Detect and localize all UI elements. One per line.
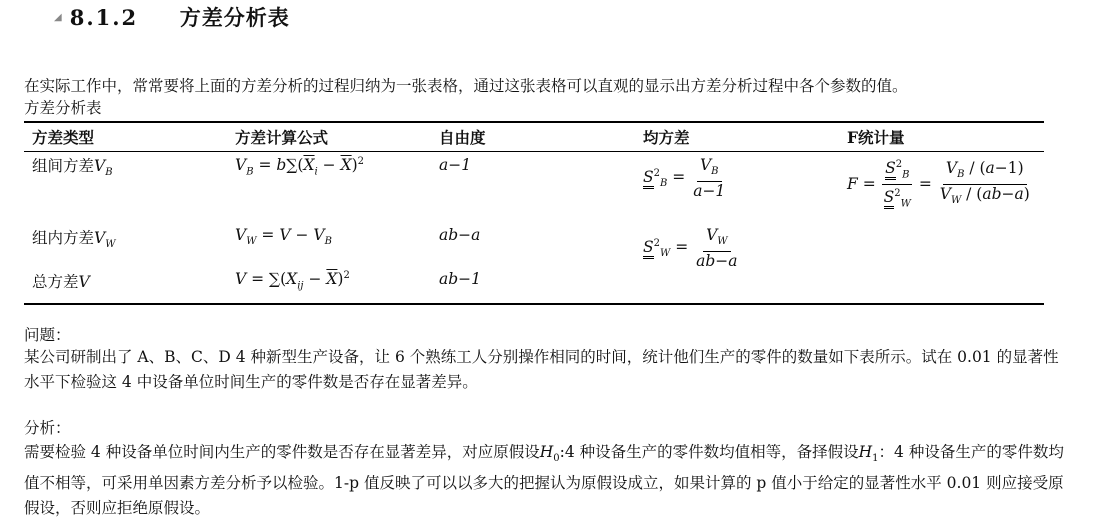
header-variance-type: 方差类型	[32, 128, 95, 147]
row-within-ms: $S^2_W$ = $\frac{V_W}{ab-a}$	[643, 225, 738, 270]
row-within-df: ab−a	[439, 225, 481, 244]
analysis-label: 分析：	[24, 419, 71, 437]
section-heading	[54, 2, 290, 32]
row-total-type: 总方差V	[32, 272, 90, 291]
collapse-triangle-icon[interactable]: ◢	[54, 11, 62, 23]
header-mean-square: 均方差	[643, 128, 690, 147]
row-between-formula: $V_B = b\sum(\overline{X}_i - \overline{X})^2$	[235, 156, 365, 178]
row-between-df: a−1	[439, 156, 472, 174]
table-row	[24, 270, 1044, 304]
anova-table	[24, 121, 1044, 305]
section-title: 方差分析表	[179, 5, 290, 30]
row-between-ms: $S^2_B$ = $\frac{V_B}{a-1}$	[643, 156, 726, 201]
table-header-row	[24, 122, 1044, 152]
section-number: 8.1.2	[69, 4, 139, 30]
row-total-df: ab−1	[439, 269, 482, 288]
table-row	[24, 152, 1044, 226]
header-df: 自由度	[439, 128, 486, 147]
row-within-formula: $V_W = V - V_B$	[235, 225, 332, 247]
intro-paragraph: 在实际工作中，常常要将上面的方差分析的过程归纳为一张表格，通过这张表格可以直观的显示出方差分析过程中各个参数的值。	[24, 77, 908, 95]
row-total-ms	[635, 270, 839, 304]
analysis-text: 需要检验 4 种设备单位时间内生产的零件数是否存在显著差异，对应原假设$H_0:4$ 种设备生产的零件数均值相等，备择假设$H_1$：4 种设备生产的零件数均值不相等，可采用单因素方差分析予以检验。1-p 值反映了可以以多大的把握认为原假设成立，如果计算的 p 值小于给定的显著性水平 0.01 则应接受原假设，否则应拒绝原假设。	[24, 443, 1064, 518]
row-total-formula: $V = \sum(X_{ij} - \overline{X})^2$	[235, 269, 350, 291]
row-within-type: 组内方差$V_W$	[32, 228, 116, 250]
header-f-stat: F统计量	[847, 128, 905, 147]
row-between-type: 组间方差$V_B$	[32, 157, 113, 179]
f-stat-formula: F = $\frac{S^2_B}{S^2_W}$ = $\frac{V_B / (a-1)}{V_W / (ab-a)}$	[839, 152, 1044, 270]
question-text: 某公司研制出了 A、B、C、D 4 种新型生产设备，让 6 个熟练工人分别操作相同的时间，统计他们生产的零件的数量如下表所示。试在 0.01 的显著性水平下检验这 4 中设备单位时间生产的零件数是否存在显著差异。	[24, 348, 1059, 391]
table-caption: 方差分析表	[24, 99, 102, 117]
header-formula: 方差计算公式	[235, 128, 329, 147]
question-label: 问题：	[24, 326, 71, 344]
